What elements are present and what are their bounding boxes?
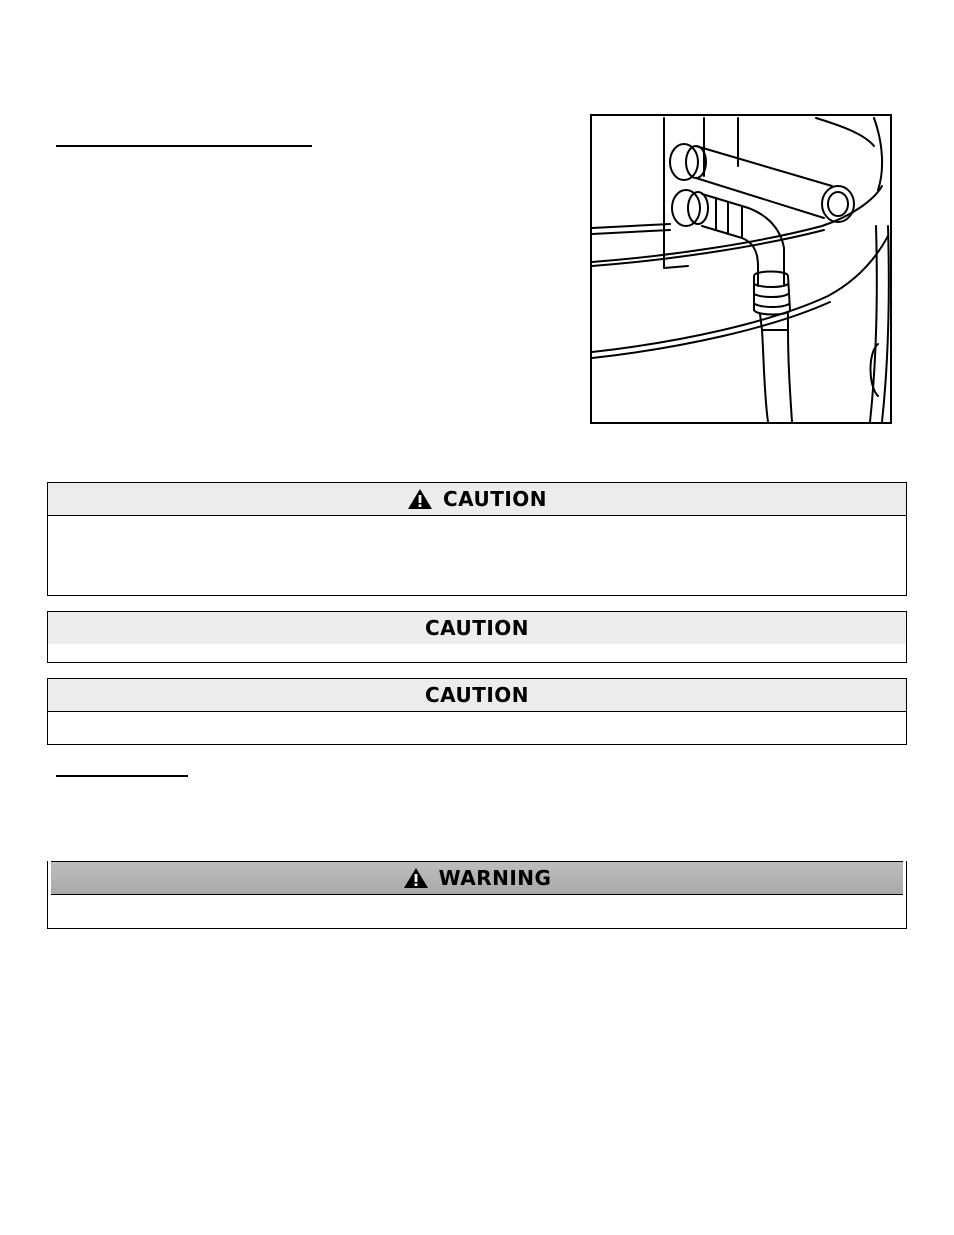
warning-header [51,861,903,895]
caution-notice-1 [47,482,907,596]
warning-label: WARNING [438,866,552,890]
warning-triangle-icon [403,867,429,889]
caution-header [48,611,906,644]
caution-notice-3 [47,678,907,745]
caution-label: CAUTION [424,616,530,640]
caution-header [48,483,906,516]
caution-label: CAUTION [442,487,548,511]
warning-triangle-icon [407,488,433,510]
section-heading-underline [56,775,188,777]
pipe-connection-illustration [590,114,892,424]
caution-label: CAUTION [424,683,530,707]
caution-header [48,679,906,712]
section-heading-underline [56,145,312,147]
warning-notice [47,861,907,929]
caution-notice-2 [47,611,907,663]
